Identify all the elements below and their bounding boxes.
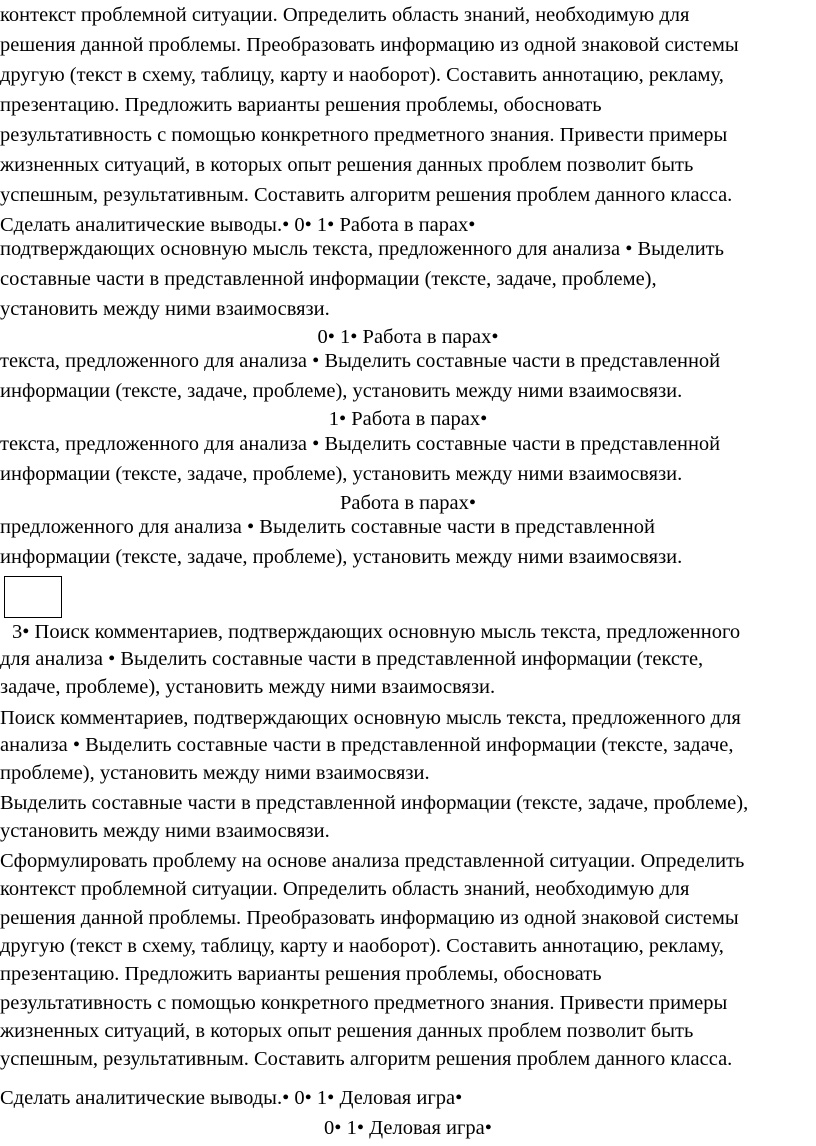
text-line: анализа • Выделить составные части в представленной информации (тексте, задаче,	[0, 734, 734, 756]
text-line: 3• Поиск комментариев, подтверждающих основную мысль текста, предложенного	[12, 621, 741, 643]
text-line: Сделать аналитические выводы.• 0• 1• Деловая игра•	[0, 1087, 463, 1109]
text-line: для анализа • Выделить составные части в представленной информации (тексте,	[0, 648, 704, 670]
text-line-centered: 1• Работа в парах•	[328, 408, 488, 430]
text-line: презентацию. Предложить варианты решения проблемы, обосновать	[0, 94, 602, 116]
text-line: другую (текст в схему, таблицу, карту и наоборот). Составить аннотацию, рекламу,	[0, 64, 724, 86]
text-line-centered: 0• 1• Работа в парах•	[317, 326, 499, 348]
text-line: предложенного для анализа • Выделить составные части в представленной	[0, 516, 655, 538]
text-line: Сформулировать проблему на основе анализа представленной ситуации. Определить	[0, 850, 745, 872]
text-line-centered: 0• 1• Деловая игра•	[324, 1117, 492, 1139]
text-line: жизненных ситуаций, в которых опыт решения данных проблем позволит быть	[0, 154, 694, 176]
text-line: информации (тексте, задаче, проблеме), установить между ними взаимосвязи.	[0, 546, 683, 568]
text-line: Сделать аналитические выводы.• 0• 1• Работа в парах•	[0, 214, 476, 236]
text-line: контекст проблемной ситуации. Определить область знаний, необходимую для	[0, 878, 690, 900]
text-line: текста, предложенного для анализа • Выделить составные части в представленной	[0, 350, 721, 372]
text-line: информации (тексте, задаче, проблеме), установить между ними взаимосвязи.	[0, 380, 683, 402]
text-line: жизненных ситуаций, в которых опыт решения данных проблем позволит быть	[0, 1020, 694, 1042]
text-line: решения данной проблемы. Преобразовать информацию из одной знаковой системы	[0, 34, 739, 56]
text-line: информации (тексте, задаче, проблеме), установить между ними взаимосвязи.	[0, 463, 683, 485]
text-line: установить между ними взаимосвязи.	[0, 820, 330, 842]
text-line: текста, предложенного для анализа • Выделить составные части в представленной	[0, 433, 721, 455]
text-line: результативность с помощью конкретного предметного знания. Привести примеры	[0, 992, 728, 1014]
text-line: задаче, проблеме), установить между ними взаимосвязи.	[0, 676, 496, 698]
text-line: Поиск комментариев, подтверждающих основную мысль текста, предложенного для	[0, 707, 741, 729]
text-line: успешным, результативным. Составить алгоритм решения проблем данного класса.	[0, 184, 733, 206]
text-line: составные части в представленной информации (тексте, задаче, проблеме),	[0, 268, 657, 290]
text-line: успешным, результативным. Составить алгоритм решения проблем данного класса.	[0, 1048, 733, 1070]
text-line: проблеме), установить между ними взаимосвязи.	[0, 762, 430, 784]
text-line: презентацию. Предложить варианты решения проблемы, обосновать	[0, 963, 602, 985]
text-line: установить между ними взаимосвязи.	[0, 298, 330, 320]
text-line: Выделить составные части в представленной информации (тексте, задаче, проблеме),	[0, 792, 749, 814]
text-line: решения данной проблемы. Преобразовать информацию из одной знаковой системы	[0, 907, 739, 929]
text-line: другую (текст в схему, таблицу, карту и наоборот). Составить аннотацию, рекламу,	[0, 935, 724, 957]
text-line: контекст проблемной ситуации. Определить область знаний, необходимую для	[0, 4, 690, 26]
text-line: подтверждающих основную мысль текста, предложенного для анализа • Выделить	[0, 238, 724, 260]
empty-box	[4, 576, 62, 618]
text-line: результативность с помощью конкретного предметного знания. Привести примеры	[0, 124, 728, 146]
text-line-centered: Работа в парах•	[340, 492, 476, 514]
